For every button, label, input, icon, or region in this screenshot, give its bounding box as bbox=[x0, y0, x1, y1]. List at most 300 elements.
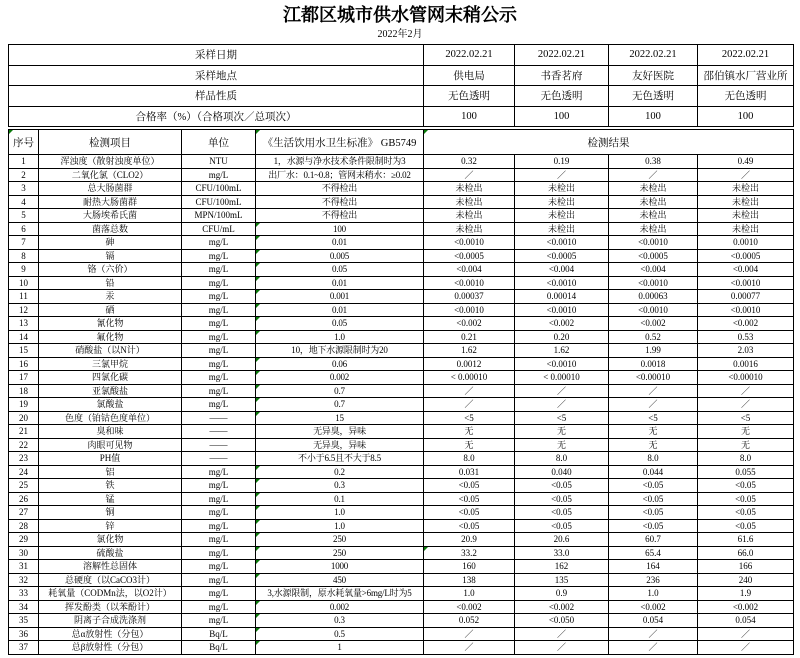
row-item-name: 铁 bbox=[39, 479, 182, 493]
row-result-value: ／ bbox=[424, 398, 515, 412]
info-value: 100 bbox=[609, 106, 698, 127]
table-row bbox=[9, 276, 794, 290]
row-result-value: 20.9 bbox=[424, 533, 515, 547]
row-item-name: 四氯化碳 bbox=[39, 371, 182, 385]
test-results-table bbox=[8, 129, 794, 655]
row-number: 14 bbox=[9, 330, 39, 344]
row-result-value: <0.00010 bbox=[698, 371, 794, 385]
info-value: 100 bbox=[424, 106, 515, 127]
row-unit: mg/L bbox=[182, 263, 256, 277]
row-result-value: 1.62 bbox=[515, 344, 609, 358]
row-unit: mg/L bbox=[182, 344, 256, 358]
row-result-value: <0.05 bbox=[515, 519, 609, 533]
table-row bbox=[9, 533, 794, 547]
row-unit: mg/L bbox=[182, 614, 256, 628]
info-value: 100 bbox=[698, 106, 794, 127]
row-result-value: <0.002 bbox=[515, 600, 609, 614]
table-row bbox=[9, 546, 794, 560]
row-result-value: 未检出 bbox=[698, 222, 794, 236]
row-standard-limit: 0.05 bbox=[256, 317, 424, 331]
table-row bbox=[9, 317, 794, 331]
row-result-value: 20.6 bbox=[515, 533, 609, 547]
row-result-value: 未检出 bbox=[698, 209, 794, 223]
row-item-name: 挥发酚类（以苯酚计） bbox=[39, 600, 182, 614]
row-result-value: <5 bbox=[515, 411, 609, 425]
row-result-value: <0.05 bbox=[424, 506, 515, 520]
row-unit: —— bbox=[182, 411, 256, 425]
row-standard-limit: 0.05 bbox=[256, 263, 424, 277]
row-number: 16 bbox=[9, 357, 39, 371]
row-result-value: ／ bbox=[609, 641, 698, 655]
row-item-name: 氟化物 bbox=[39, 330, 182, 344]
row-result-value: ／ bbox=[609, 627, 698, 641]
row-result-value: <0.004 bbox=[698, 263, 794, 277]
row-unit: mg/L bbox=[182, 479, 256, 493]
row-result-value: <0.05 bbox=[424, 519, 515, 533]
row-result-value: 1.99 bbox=[609, 344, 698, 358]
row-result-value: 未检出 bbox=[424, 182, 515, 196]
row-unit: NTU bbox=[182, 155, 256, 169]
row-result-value: <0.050 bbox=[515, 614, 609, 628]
table-row bbox=[9, 411, 794, 425]
info-row bbox=[9, 86, 794, 107]
row-item-name: 总α放射性（分包） bbox=[39, 627, 182, 641]
table-row bbox=[9, 398, 794, 412]
col-header-result: 检测结果 bbox=[424, 130, 794, 155]
row-standard-limit: 1，水源与净水技术条件限制时为3 bbox=[256, 155, 424, 169]
row-unit: mg/L bbox=[182, 573, 256, 587]
row-result-value: 0.0012 bbox=[424, 357, 515, 371]
row-result-value: ／ bbox=[609, 398, 698, 412]
report-month: 2022年2月 bbox=[377, 29, 423, 40]
row-result-value: 0.054 bbox=[609, 614, 698, 628]
row-number: 18 bbox=[9, 384, 39, 398]
row-result-value: <0.004 bbox=[424, 263, 515, 277]
row-number: 7 bbox=[9, 236, 39, 250]
row-result-value: <0.0005 bbox=[515, 249, 609, 263]
row-result-value: <0.05 bbox=[698, 519, 794, 533]
row-item-name: 氰化物 bbox=[39, 317, 182, 331]
row-number: 8 bbox=[9, 249, 39, 263]
row-result-value: 66.0 bbox=[698, 546, 794, 560]
row-standard-limit: 不得检出 bbox=[256, 195, 424, 209]
row-standard-limit: 15 bbox=[256, 411, 424, 425]
info-value: 无色透明 bbox=[698, 86, 794, 107]
row-standard-limit: 0.5 bbox=[256, 627, 424, 641]
row-result-value: 0.054 bbox=[698, 614, 794, 628]
table-row bbox=[9, 600, 794, 614]
row-number: 15 bbox=[9, 344, 39, 358]
row-standard-limit: 0.2 bbox=[256, 465, 424, 479]
row-result-value: 0.21 bbox=[424, 330, 515, 344]
row-result-value: 0.0010 bbox=[698, 236, 794, 250]
row-unit: mg/L bbox=[182, 600, 256, 614]
row-item-name: 铝 bbox=[39, 465, 182, 479]
row-result-value: <0.05 bbox=[424, 492, 515, 506]
row-result-value: <0.05 bbox=[698, 506, 794, 520]
row-result-value: 60.7 bbox=[609, 533, 698, 547]
row-result-value: <0.0010 bbox=[424, 303, 515, 317]
table-row bbox=[9, 209, 794, 223]
row-result-value: < 0.00010 bbox=[424, 371, 515, 385]
row-number: 12 bbox=[9, 303, 39, 317]
row-unit: mg/L bbox=[182, 587, 256, 601]
info-label: 合格率（%）（合格项次／总项次） bbox=[9, 106, 424, 127]
row-number: 29 bbox=[9, 533, 39, 547]
table-row bbox=[9, 290, 794, 304]
row-result-value: <0.05 bbox=[698, 492, 794, 506]
row-result-value: 61.6 bbox=[698, 533, 794, 547]
row-number: 35 bbox=[9, 614, 39, 628]
row-item-name: 浑浊度（散射浊度单位） bbox=[39, 155, 182, 169]
info-value: 100 bbox=[515, 106, 609, 127]
row-result-value: <0.004 bbox=[609, 263, 698, 277]
row-item-name: 总大肠菌群 bbox=[39, 182, 182, 196]
table-row bbox=[9, 384, 794, 398]
row-result-value: 1.9 bbox=[698, 587, 794, 601]
row-standard-limit: 0.01 bbox=[256, 276, 424, 290]
table-row bbox=[9, 519, 794, 533]
row-result-value: 160 bbox=[424, 560, 515, 574]
row-item-name: 大肠埃希氏菌 bbox=[39, 209, 182, 223]
row-standard-limit: 出厂水：0.1~0.8；管网末稍水：≥0.02 bbox=[256, 168, 424, 182]
row-number: 26 bbox=[9, 492, 39, 506]
info-value: 无色透明 bbox=[609, 86, 698, 107]
row-result-value: ／ bbox=[424, 641, 515, 655]
row-standard-limit: 0.3 bbox=[256, 479, 424, 493]
row-result-value: 8.0 bbox=[698, 452, 794, 466]
row-standard-limit: 1.0 bbox=[256, 506, 424, 520]
row-number: 25 bbox=[9, 479, 39, 493]
row-number: 37 bbox=[9, 641, 39, 655]
row-standard-limit: 100 bbox=[256, 222, 424, 236]
row-result-value: 164 bbox=[609, 560, 698, 574]
row-result-value: <0.0010 bbox=[515, 236, 609, 250]
row-standard-limit: 0.005 bbox=[256, 249, 424, 263]
row-result-value: <0.05 bbox=[609, 506, 698, 520]
row-result-value: <0.0005 bbox=[698, 249, 794, 263]
row-result-value: <0.05 bbox=[609, 479, 698, 493]
table-row bbox=[9, 182, 794, 196]
row-result-value: <0.002 bbox=[424, 317, 515, 331]
row-result-value: 未检出 bbox=[609, 222, 698, 236]
row-number: 32 bbox=[9, 573, 39, 587]
row-item-name: 三氯甲烷 bbox=[39, 357, 182, 371]
row-standard-limit: 10，地下水源限制时为20 bbox=[256, 344, 424, 358]
row-number: 36 bbox=[9, 627, 39, 641]
row-result-value: 0.49 bbox=[698, 155, 794, 169]
info-value: 2022.02.21 bbox=[424, 45, 515, 66]
row-item-name: 硫酸盐 bbox=[39, 546, 182, 560]
row-item-name: 总硬度（以CaCO3计） bbox=[39, 573, 182, 587]
row-result-value: 未检出 bbox=[515, 209, 609, 223]
row-standard-limit: 0.7 bbox=[256, 398, 424, 412]
row-result-value: 未检出 bbox=[424, 195, 515, 209]
row-item-name: 臭和味 bbox=[39, 425, 182, 439]
table-row bbox=[9, 371, 794, 385]
row-result-value: 0.052 bbox=[424, 614, 515, 628]
row-result-value: <0.004 bbox=[515, 263, 609, 277]
row-result-value: ／ bbox=[609, 384, 698, 398]
row-result-value: 8.0 bbox=[609, 452, 698, 466]
row-result-value: 无 bbox=[424, 425, 515, 439]
table-row bbox=[9, 249, 794, 263]
row-result-value: <0.0005 bbox=[609, 249, 698, 263]
info-label: 采样日期 bbox=[9, 45, 424, 66]
row-result-value: <0.05 bbox=[515, 492, 609, 506]
row-result-value: 0.00014 bbox=[515, 290, 609, 304]
row-standard-limit: 3,水源限制，原水耗氧量>6mg/L时为5 bbox=[256, 587, 424, 601]
row-standard-limit: 无异臭，异味 bbox=[256, 438, 424, 452]
row-standard-limit: 250 bbox=[256, 546, 424, 560]
row-result-value: <0.0010 bbox=[609, 236, 698, 250]
row-item-name: 色度（铂钴色度单位） bbox=[39, 411, 182, 425]
info-value: 2022.02.21 bbox=[698, 45, 794, 66]
table-row bbox=[9, 222, 794, 236]
col-header-unit: 单位 bbox=[182, 130, 256, 155]
row-standard-limit: 0.001 bbox=[256, 290, 424, 304]
row-number: 33 bbox=[9, 587, 39, 601]
column-header-row bbox=[9, 130, 794, 155]
row-result-value: 33.2 bbox=[424, 546, 515, 560]
row-result-value: <0.05 bbox=[515, 479, 609, 493]
row-result-value: <0.0005 bbox=[424, 249, 515, 263]
row-unit: mg/L bbox=[182, 276, 256, 290]
row-result-value: <0.0010 bbox=[515, 276, 609, 290]
row-result-value: <0.002 bbox=[698, 600, 794, 614]
row-standard-limit: 1 bbox=[256, 641, 424, 655]
row-result-value: ／ bbox=[515, 398, 609, 412]
row-item-name: 砷 bbox=[39, 236, 182, 250]
row-result-value: 0.52 bbox=[609, 330, 698, 344]
row-result-value: <0.0010 bbox=[609, 276, 698, 290]
info-value: 无色透明 bbox=[424, 86, 515, 107]
row-item-name: 镉 bbox=[39, 249, 182, 263]
row-item-name: 总β放射性（分包） bbox=[39, 641, 182, 655]
row-item-name: 耗氧量（CODMn法，以O2计） bbox=[39, 587, 182, 601]
table-row bbox=[9, 465, 794, 479]
page-title: 江都区城市供水管网末稍公示 bbox=[283, 5, 517, 25]
table-row bbox=[9, 263, 794, 277]
row-result-value: <0.002 bbox=[515, 317, 609, 331]
row-standard-limit: 0.06 bbox=[256, 357, 424, 371]
row-result-value: <0.00010 bbox=[609, 371, 698, 385]
info-label: 采样地点 bbox=[9, 65, 424, 86]
row-number: 6 bbox=[9, 222, 39, 236]
row-item-name: PH值 bbox=[39, 452, 182, 466]
table-row bbox=[9, 479, 794, 493]
row-standard-limit: 不小于6.5且不大于8.5 bbox=[256, 452, 424, 466]
row-standard-limit: 0.3 bbox=[256, 614, 424, 628]
table-row bbox=[9, 195, 794, 209]
row-item-name: 铬（六价） bbox=[39, 263, 182, 277]
row-unit: mg/L bbox=[182, 236, 256, 250]
row-unit: CFU/100mL bbox=[182, 182, 256, 196]
row-number: 23 bbox=[9, 452, 39, 466]
row-standard-limit: 不得检出 bbox=[256, 209, 424, 223]
row-result-value: 无 bbox=[609, 438, 698, 452]
info-row bbox=[9, 106, 794, 127]
row-result-value: ／ bbox=[698, 641, 794, 655]
row-item-name: 铅 bbox=[39, 276, 182, 290]
row-item-name: 耐热大肠菌群 bbox=[39, 195, 182, 209]
info-row bbox=[9, 45, 794, 66]
row-result-value: 0.19 bbox=[515, 155, 609, 169]
row-result-value: ／ bbox=[515, 641, 609, 655]
row-unit: —— bbox=[182, 452, 256, 466]
row-unit: CFU/mL bbox=[182, 222, 256, 236]
row-result-value: 0.055 bbox=[698, 465, 794, 479]
table-row bbox=[9, 492, 794, 506]
row-number: 21 bbox=[9, 425, 39, 439]
row-item-name: 阴离子合成洗涤剂 bbox=[39, 614, 182, 628]
row-result-value: <5 bbox=[698, 411, 794, 425]
row-result-value: 0.53 bbox=[698, 330, 794, 344]
table-row bbox=[9, 438, 794, 452]
row-item-name: 二氧化氯（CLO2） bbox=[39, 168, 182, 182]
row-number: 20 bbox=[9, 411, 39, 425]
row-unit: CFU/100mL bbox=[182, 195, 256, 209]
row-standard-limit: 1.0 bbox=[256, 519, 424, 533]
table-row bbox=[9, 452, 794, 466]
col-header-no: 序号 bbox=[9, 130, 39, 155]
col-header-standard: 《生活饮用水卫生标准》 GB5749 bbox=[256, 130, 424, 155]
row-standard-limit: 0.002 bbox=[256, 600, 424, 614]
row-unit: mg/L bbox=[182, 330, 256, 344]
row-result-value: ／ bbox=[515, 384, 609, 398]
row-unit: mg/L bbox=[182, 519, 256, 533]
row-result-value: ／ bbox=[515, 168, 609, 182]
row-item-name: 锰 bbox=[39, 492, 182, 506]
info-value: 供电局 bbox=[424, 65, 515, 86]
row-standard-limit: 不得检出 bbox=[256, 182, 424, 196]
row-result-value: 0.38 bbox=[609, 155, 698, 169]
row-result-value: 无 bbox=[609, 425, 698, 439]
table-row bbox=[9, 506, 794, 520]
row-result-value: 未检出 bbox=[609, 195, 698, 209]
row-result-value: 无 bbox=[515, 425, 609, 439]
row-unit: mg/L bbox=[182, 506, 256, 520]
row-number: 30 bbox=[9, 546, 39, 560]
row-item-name: 溶解性总固体 bbox=[39, 560, 182, 574]
row-number: 13 bbox=[9, 317, 39, 331]
row-result-value: 65.4 bbox=[609, 546, 698, 560]
row-result-value: 0.0018 bbox=[609, 357, 698, 371]
row-number: 22 bbox=[9, 438, 39, 452]
row-unit: mg/L bbox=[182, 465, 256, 479]
row-result-value: 0.031 bbox=[424, 465, 515, 479]
row-number: 19 bbox=[9, 398, 39, 412]
row-result-value: 8.0 bbox=[424, 452, 515, 466]
row-result-value: 无 bbox=[698, 438, 794, 452]
row-result-value: 0.32 bbox=[424, 155, 515, 169]
table-row bbox=[9, 641, 794, 655]
row-number: 10 bbox=[9, 276, 39, 290]
row-standard-limit: 0.1 bbox=[256, 492, 424, 506]
row-result-value: 33.0 bbox=[515, 546, 609, 560]
row-result-value: ／ bbox=[698, 398, 794, 412]
table-row bbox=[9, 357, 794, 371]
row-result-value: <0.05 bbox=[424, 479, 515, 493]
row-result-value: 未检出 bbox=[609, 182, 698, 196]
row-result-value: 无 bbox=[515, 438, 609, 452]
row-unit: MPN/100mL bbox=[182, 209, 256, 223]
row-item-name: 硒 bbox=[39, 303, 182, 317]
row-standard-limit: 1.0 bbox=[256, 330, 424, 344]
row-unit: mg/L bbox=[182, 492, 256, 506]
row-unit: mg/L bbox=[182, 290, 256, 304]
table-row bbox=[9, 573, 794, 587]
row-result-value: <0.002 bbox=[698, 317, 794, 331]
info-value: 邵伯镇水厂营业所 bbox=[698, 65, 794, 86]
row-unit: mg/L bbox=[182, 384, 256, 398]
row-unit: mg/L bbox=[182, 560, 256, 574]
table-row bbox=[9, 303, 794, 317]
row-standard-limit: 250 bbox=[256, 533, 424, 547]
row-result-value: <0.05 bbox=[609, 519, 698, 533]
row-result-value: 8.0 bbox=[515, 452, 609, 466]
row-standard-limit: 0.002 bbox=[256, 371, 424, 385]
row-result-value: 未检出 bbox=[698, 195, 794, 209]
row-result-value: 162 bbox=[515, 560, 609, 574]
row-item-name: 铜 bbox=[39, 506, 182, 520]
row-result-value: <0.0010 bbox=[424, 276, 515, 290]
sample-info-table bbox=[8, 44, 794, 127]
row-item-name: 氯化物 bbox=[39, 533, 182, 547]
row-result-value: 0.00077 bbox=[698, 290, 794, 304]
row-item-name: 肉眼可见物 bbox=[39, 438, 182, 452]
row-result-value: ／ bbox=[424, 384, 515, 398]
row-standard-limit: 450 bbox=[256, 573, 424, 587]
row-unit: mg/L bbox=[182, 371, 256, 385]
row-result-value: 未检出 bbox=[424, 209, 515, 223]
row-number: 3 bbox=[9, 182, 39, 196]
row-number: 2 bbox=[9, 168, 39, 182]
row-result-value: <0.05 bbox=[515, 506, 609, 520]
row-result-value: ／ bbox=[515, 627, 609, 641]
info-value: 无色透明 bbox=[515, 86, 609, 107]
row-result-value: 166 bbox=[698, 560, 794, 574]
row-item-name: 汞 bbox=[39, 290, 182, 304]
row-result-value: 135 bbox=[515, 573, 609, 587]
row-result-value: 1.0 bbox=[609, 587, 698, 601]
row-standard-limit: 0.01 bbox=[256, 303, 424, 317]
row-number: 31 bbox=[9, 560, 39, 574]
row-number: 17 bbox=[9, 371, 39, 385]
row-result-value: <0.0010 bbox=[515, 357, 609, 371]
row-unit: —— bbox=[182, 438, 256, 452]
info-value: 2022.02.21 bbox=[515, 45, 609, 66]
row-result-value: 240 bbox=[698, 573, 794, 587]
info-value: 友好医院 bbox=[609, 65, 698, 86]
row-standard-limit: 0.7 bbox=[256, 384, 424, 398]
row-number: 11 bbox=[9, 290, 39, 304]
row-standard-limit: 0.01 bbox=[256, 236, 424, 250]
row-number: 1 bbox=[9, 155, 39, 169]
row-unit: mg/L bbox=[182, 303, 256, 317]
row-result-value: 无 bbox=[424, 438, 515, 452]
row-number: 5 bbox=[9, 209, 39, 223]
row-result-value: <0.05 bbox=[698, 479, 794, 493]
row-result-value: <5 bbox=[424, 411, 515, 425]
row-unit: mg/L bbox=[182, 357, 256, 371]
row-result-value: 0.0016 bbox=[698, 357, 794, 371]
row-result-value: <5 bbox=[609, 411, 698, 425]
row-item-name: 菌落总数 bbox=[39, 222, 182, 236]
row-result-value: 2.03 bbox=[698, 344, 794, 358]
row-result-value: <0.0010 bbox=[609, 303, 698, 317]
table-row bbox=[9, 344, 794, 358]
